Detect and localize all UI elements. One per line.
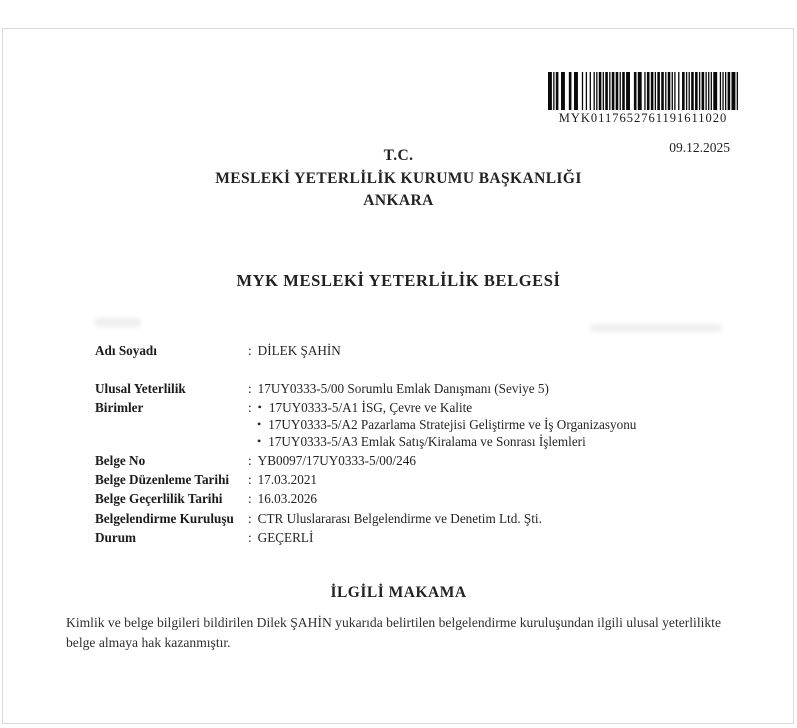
field-row-birimler-item-3 <box>95 434 767 452</box>
field-row-ulusal-yeterlilik <box>95 381 767 399</box>
field-value: YB0097/17UY0333-5/00/246 <box>257 453 416 468</box>
field-row-duzenleme-tarihi <box>95 472 767 490</box>
field-value: GEÇERLİ <box>257 530 314 545</box>
barcode-bars-icon <box>548 72 738 110</box>
letterhead-tc: T.C. <box>383 147 414 164</box>
document-date: 09.12.2025 <box>669 140 730 155</box>
field-value: 16.03.2026 <box>257 491 318 506</box>
redacted-text-left <box>95 318 141 327</box>
colon-separator: : <box>248 511 252 526</box>
field-value: 17.03.2021 <box>257 472 318 487</box>
field-value: 17UY0333-5/A3 Emlak Satış/Kiralama ve Sonrası İşlemleri <box>268 434 586 449</box>
field-value: CTR Uluslararası Belgelendirme ve Denetim Ltd. Şti. <box>257 511 542 526</box>
field-label: Adı Soyadı <box>95 343 157 358</box>
redacted-text-right <box>590 324 722 332</box>
colon-separator: : <box>248 530 252 545</box>
field-value: 17UY0333-5/A1 İSG, Çevre ve Kalite <box>268 400 473 415</box>
document-title: MYK MESLEKİ YETERLİLİK BELGESİ <box>236 271 561 290</box>
colon-separator: : <box>248 400 252 415</box>
field-label: Belgelendirme Kuruluşu <box>95 511 234 526</box>
letterhead-authority: MESLEKİ YETERLİLİK KURUMU BAŞKANLIĞI <box>215 169 582 187</box>
body-paragraph: Kimlik ve belge bilgileri bildirilen Dilek ŞAHİN yukarıda belirtilen belgelendirme kuruluşundan ilgili ulusal yeterlilikte belge almaya hak kazanmıştır. <box>66 615 721 650</box>
letterhead-city: ANKARA <box>363 192 434 209</box>
field-label: Belge No <box>95 453 146 468</box>
field-row-adi-soyadi <box>95 343 767 361</box>
field-row-belgelendirme-kurulusu <box>95 511 767 529</box>
barcode-value: MYK0117652761191611020 <box>558 111 728 125</box>
letterhead <box>0 145 797 213</box>
barcode <box>548 72 738 126</box>
colon-separator: : <box>248 453 252 468</box>
bullet-icon: • <box>257 417 262 431</box>
colon-separator: : <box>248 343 252 358</box>
field-label: Durum <box>95 530 137 545</box>
field-value: DİLEK ŞAHİN <box>257 343 341 358</box>
field-value: 17UY0333-5/A2 Pazarlama Stratejisi Geliştirme ve İş Organizasyonu <box>268 417 637 432</box>
field-label: Ulusal Yeterlilik <box>95 381 186 396</box>
field-row-belge-no <box>95 453 767 471</box>
bullet-icon: • <box>257 400 262 414</box>
field-label: Birimler <box>95 400 144 415</box>
colon-separator: : <box>248 381 252 396</box>
field-row-birimler-item-2 <box>95 417 767 435</box>
field-value: 17UY0333-5/00 Sorumlu Emlak Danışmanı (Seviye 5) <box>257 381 549 396</box>
field-row-durum <box>95 530 767 548</box>
colon-separator: : <box>248 491 252 506</box>
field-row-gecerlilik-tarihi <box>95 491 767 509</box>
colon-separator: : <box>248 472 252 487</box>
field-label: Belge Düzenleme Tarihi <box>95 472 230 487</box>
field-label: Belge Geçerlilik Tarihi <box>95 491 223 506</box>
field-row-birimler <box>95 400 767 418</box>
section-heading: İLGİLİ MAKAMA <box>330 584 467 601</box>
bullet-icon: • <box>257 434 262 448</box>
